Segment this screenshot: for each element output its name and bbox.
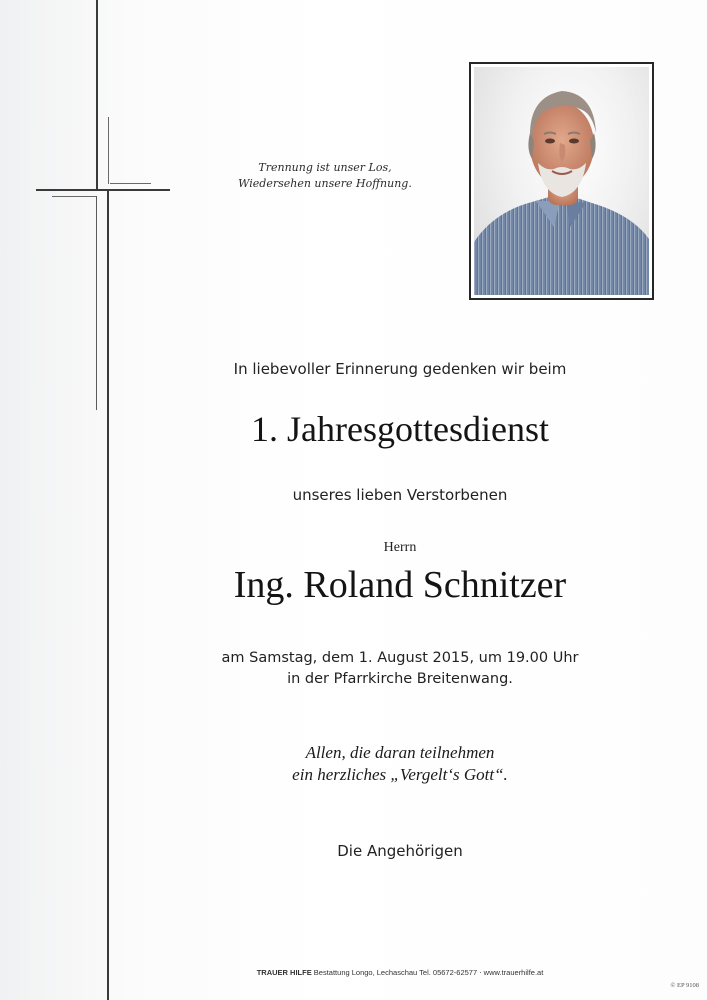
footer-text: Bestattung Longo, Lechaschau Tel. 05672-62577 ⋅ www.trauerhilfe.at — [313, 968, 544, 977]
deceased-name: Ing. Roland Schnitzer — [233, 564, 567, 606]
footer — [140, 968, 660, 977]
thanks-line: Allen, die daran teilnehmen — [305, 743, 495, 762]
cross-line — [110, 183, 151, 184]
service-details — [120, 648, 680, 690]
signature: Die Angehörigen — [337, 842, 463, 860]
honorific: Herrn — [383, 540, 417, 555]
portrait-frame — [469, 62, 654, 300]
portrait-icon — [474, 67, 649, 295]
service-location: in der Pfarrkirche Breitenwang. — [287, 671, 513, 687]
cross-line — [96, 196, 97, 410]
print-code: © EP 9108 — [670, 982, 699, 989]
thanks-line: ein herzliches „Vergelt‘s Gott“. — [292, 765, 508, 784]
motto-line: Wiedersehen unsere Hoffnung. — [238, 177, 412, 190]
cross-line — [52, 196, 96, 197]
motto — [200, 160, 450, 192]
cross-line — [107, 190, 109, 1000]
footer-brand: TRAUER HILFE — [256, 968, 312, 977]
intro-text: In liebevoller Erinnerung gedenken wir beim — [233, 360, 567, 378]
thanks-text — [120, 742, 680, 786]
service-date: am Samstag, dem 1. August 2015, um 19.00 Uhr — [221, 650, 579, 666]
headline: 1. Jahresgottesdienst — [251, 409, 549, 449]
portrait-photo — [474, 67, 649, 295]
cross-line — [36, 189, 170, 191]
cross-line — [96, 0, 98, 190]
subline: unseres lieben Verstorbenen — [292, 486, 508, 504]
cross-line — [108, 117, 109, 184]
motto-line: Trennung ist unser Los, — [258, 161, 392, 174]
